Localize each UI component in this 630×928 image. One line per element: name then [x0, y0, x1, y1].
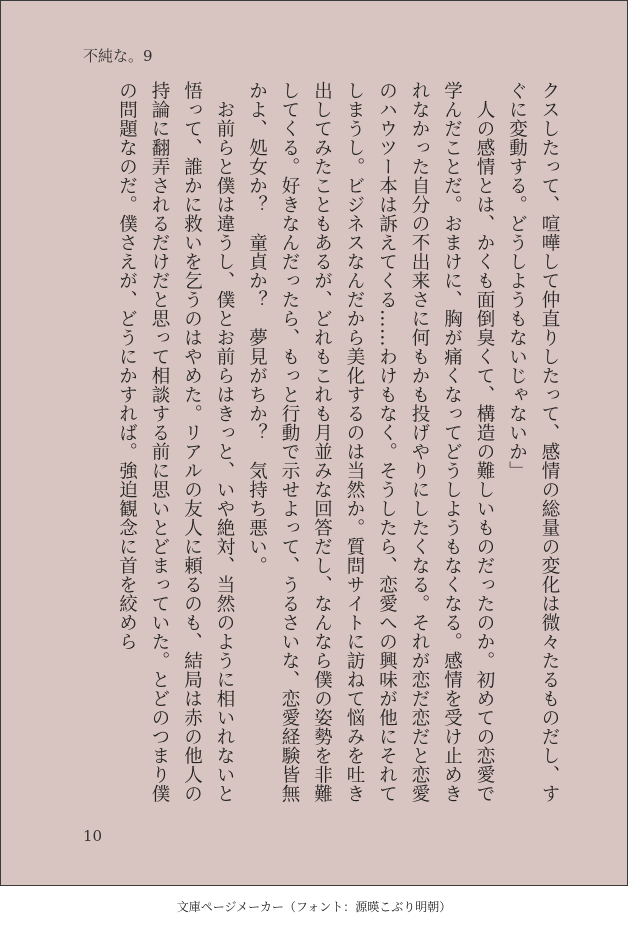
paragraph: 人の感情とは、かくも面倒臭くて、構造の難しいものだったのか。初めての恋愛で学んだことだ。おまけに、胸が痛くなってどうしようもなくなる。感情を受け止めきれなかった自分の不出来さに何もかも投げやりにしたくなる。それが恋だ恋だと恋愛のハウツー本は訴えてくる……わけもなく。そうしたら、恋愛への興味が他にそれてしまうし。ビジネスなんだから美化するのは当然か。質問サイトに訪ねて悩みを吐き出してみたこともあるが、どれもこれも月並みな回答だし、なんなら僕の姿勢を非難してくる。好きなんだったら、もっと行動で示せよって、うるさいな、恋愛経験皆無かよ、処女か？ 童貞か？ 夢見がちか？ 気持ち悪い。 — [246, 81, 495, 803]
page-number: 10 — [83, 827, 103, 845]
vertical-body-text — [75, 81, 565, 807]
paragraph: クスしたって、喧嘩して仲直りしたって、感情の総量の変化は微々たるものだし、すぐに変動する。どうしようもないじゃないか」 — [506, 81, 560, 803]
footer-credit: 文庫ページメーカー（フォント：源暎こぶり明朝） — [176, 900, 452, 914]
paragraph: お前らと僕は違うし、僕とお前らはきっと、いや絶対、当然のように相いれないと悟って、誰かに救いを乞うのはやめた。リアルの友人に頼るのも、結局は赤の他人の持論に翻弄されるだけだと思って相談する前に思いとどまっていた。とどのつまり僕の問題なのだ。僕さえが、どうにかすれば。強迫観念に首を絞めら — [116, 81, 235, 803]
running-head: 不純な。9 — [83, 47, 153, 65]
